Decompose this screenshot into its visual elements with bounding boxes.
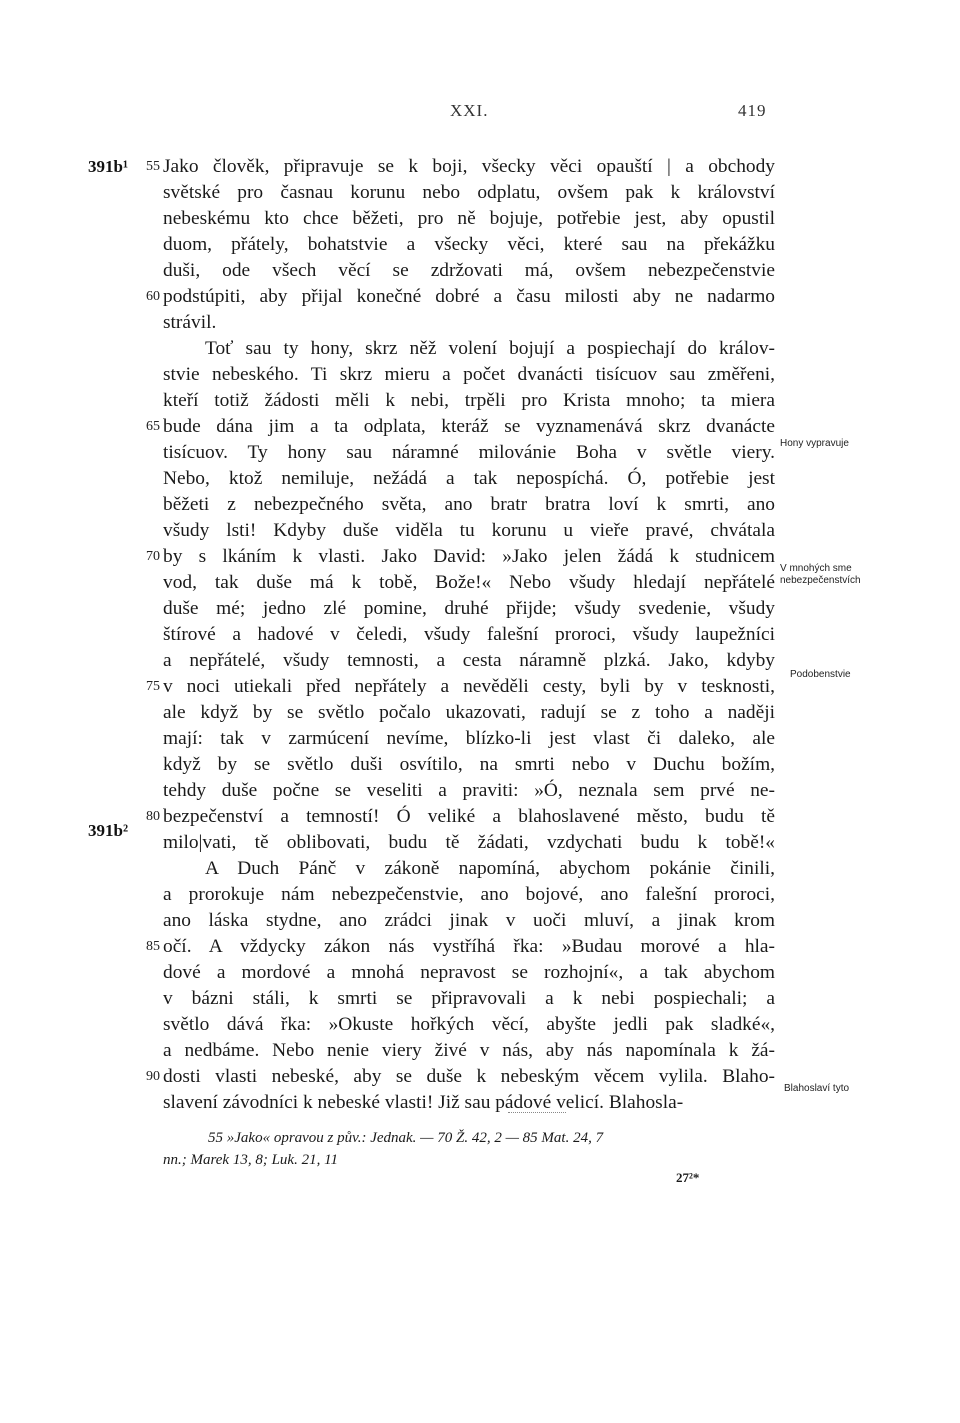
margin-note: Hony vypravuje <box>780 438 849 449</box>
text-line: světské pro časnau korunu nebo odplatu, ovšem pak k království <box>163 182 775 203</box>
line-number: 75 <box>146 679 160 694</box>
footnote-line: 55 »Jako« opravou z pův.: Jednak. — 70 Ž. 42, 2 — 85 Mat. 24, 7 <box>208 1130 604 1146</box>
text-line: běžeti z nebezpečného světa, ano bratr bratra loví k smrti, ano <box>163 494 775 515</box>
folio-reference: 391b² <box>88 821 129 840</box>
text-line: A Duch Pánč v zákoně napomíná, abychom pokánie činili, <box>205 858 775 879</box>
margin-note: Blahoslaví tyto <box>784 1083 850 1094</box>
text-line: strávil. <box>163 312 217 333</box>
line-number: 70 <box>146 549 160 564</box>
text-line: mají: tak v zarmúcení nevíme, blízko-li jest vlast či daleko, ale <box>163 728 775 749</box>
line-number: 85 <box>146 939 160 954</box>
footnote-line: nn.; Marek 13, 8; Luk. 21, 11 <box>163 1152 338 1168</box>
text-line: stvie nebeského. Ti skrz mieru a počet dvanácti tisícuov sau změřeni, <box>163 364 775 385</box>
line-number: 60 <box>146 289 160 304</box>
signature-mark: 27²* <box>676 1170 700 1185</box>
text-line: v bázni stáli, k smrti se připravovali a k nebi pospiechali; a <box>163 988 775 1009</box>
text-line: světlo dává řka: »Okuste hořkých věcí, abyšte jedli pak sladké«, <box>163 1014 775 1035</box>
text-line: tehdy duše počne se veseliti a praviti: »Ó, neznala sem prvé ne- <box>163 780 775 801</box>
text-line: v noci utiekali před nepřátely a nevěděli cesty, byli by v tesknosti, <box>163 676 775 697</box>
margin-note: nebezpečenstvích <box>780 575 861 586</box>
line-number: 90 <box>146 1069 160 1084</box>
text-line: a nepřátelé, všudy temnosti, a cesta náramně plzká. Jako, kdyby <box>163 650 775 671</box>
text-line: podstúpiti, aby přijal konečné dobré a času milosti aby ne nadarmo <box>163 286 775 307</box>
page-number: 419 <box>738 101 767 120</box>
text-line: očí. A vždycky zákon nás vystříhá řka: »Budau morové a hla- <box>163 936 775 957</box>
margin-note: Podobenstvie <box>790 669 851 680</box>
text-line: nebeskému kto chce běžeti, pro ně bojuje, potřebie jest, aby opustil <box>163 208 775 229</box>
text-line: dosti vlasti nebeské, aby se duše k nebeským věcem vylila. Blaho- <box>163 1066 775 1087</box>
text-line: ale když by se světlo počalo ukazovati, radují se z toho a naději <box>163 702 775 723</box>
running-header: XXI. <box>450 101 489 120</box>
text-line: a nedbáme. Nebo nenie viery živé v nás, aby nás napomínala k žá- <box>163 1040 775 1061</box>
text-line: milo|vati, tě oblibovati, budu tě žádati, vzdychati budu k tobě!« <box>163 832 775 853</box>
text-line: kteří totiž žádosti měli k nebi, trpěli pro Krista mnoho; ta miera <box>163 390 775 411</box>
text-line: ano láska stydne, ano zrádci jinak v uoči mluví, a jinak krom <box>163 910 775 931</box>
text-line: Nebo, ktož nemiluje, nežádá a tak nepospíchá. Ó, potřebie jest <box>163 468 775 489</box>
text-line: a prorokuje nám nebezpečenstvie, ano bojové, ano falešní proroci, <box>163 884 775 905</box>
text-line: štírové a hadové v čeledi, všudy falešní proroci, všudy laupežníci <box>163 624 775 645</box>
text-line: slavení závodníci k nebeské vlasti! Již sau pádové velicí. Blahosla- <box>163 1092 684 1113</box>
folio-reference: 391b¹ <box>88 157 129 176</box>
text-line: dové a mordové a mnohá nepravost se rozhojní«, a tak abychom <box>163 962 775 983</box>
text-line: duši, ode všech věcí se zdržovati má, ovšem nebezpečenstvie <box>163 260 775 281</box>
line-number: 65 <box>146 419 160 434</box>
text-line: všudy lsti! Kdyby duše viděla tu korunu u vieře pravé, chvátala <box>163 520 775 541</box>
text-line: bude dána jim a ta odplata, kteráž se vyznamenává skrz dvanácte <box>163 416 775 437</box>
text-line: vod, tak duše má k tobě, Bože!« Nebo všudy hledají nepřátelé <box>163 572 775 593</box>
footnote-separator <box>508 1112 566 1113</box>
line-number: 80 <box>146 809 160 824</box>
text-line: by s lkáním k vlasti. Jako David: »Jako jelen žádá k studnicem <box>163 546 775 567</box>
text-line: Jako člověk, připravuje se k boji, všecky věci opauští | a obchody <box>163 156 775 177</box>
text-line: duom, přátely, bohatstvie a všecky věci, které sau na překážku <box>163 234 775 255</box>
margin-note: V mnohých sme <box>780 563 852 574</box>
text-line: Toť sau ty hony, skrz něž volení bojují a pospiechají do králov- <box>205 338 775 359</box>
line-number: 55 <box>146 159 160 174</box>
text-line: když by se světlo duši osvítilo, na smrti nebo v Duchu božím, <box>163 754 775 775</box>
text-line: duše mé; jedno zlé pomine, druhé přijde; všudy svedenie, všudy <box>163 598 775 619</box>
text-line: bezpečenství a temností! Ó veliké a blahoslavené město, budu tě <box>163 806 775 827</box>
text-line: tisícuov. Ty hony sau náramné milovánie Boha v světle viery. <box>163 442 775 463</box>
